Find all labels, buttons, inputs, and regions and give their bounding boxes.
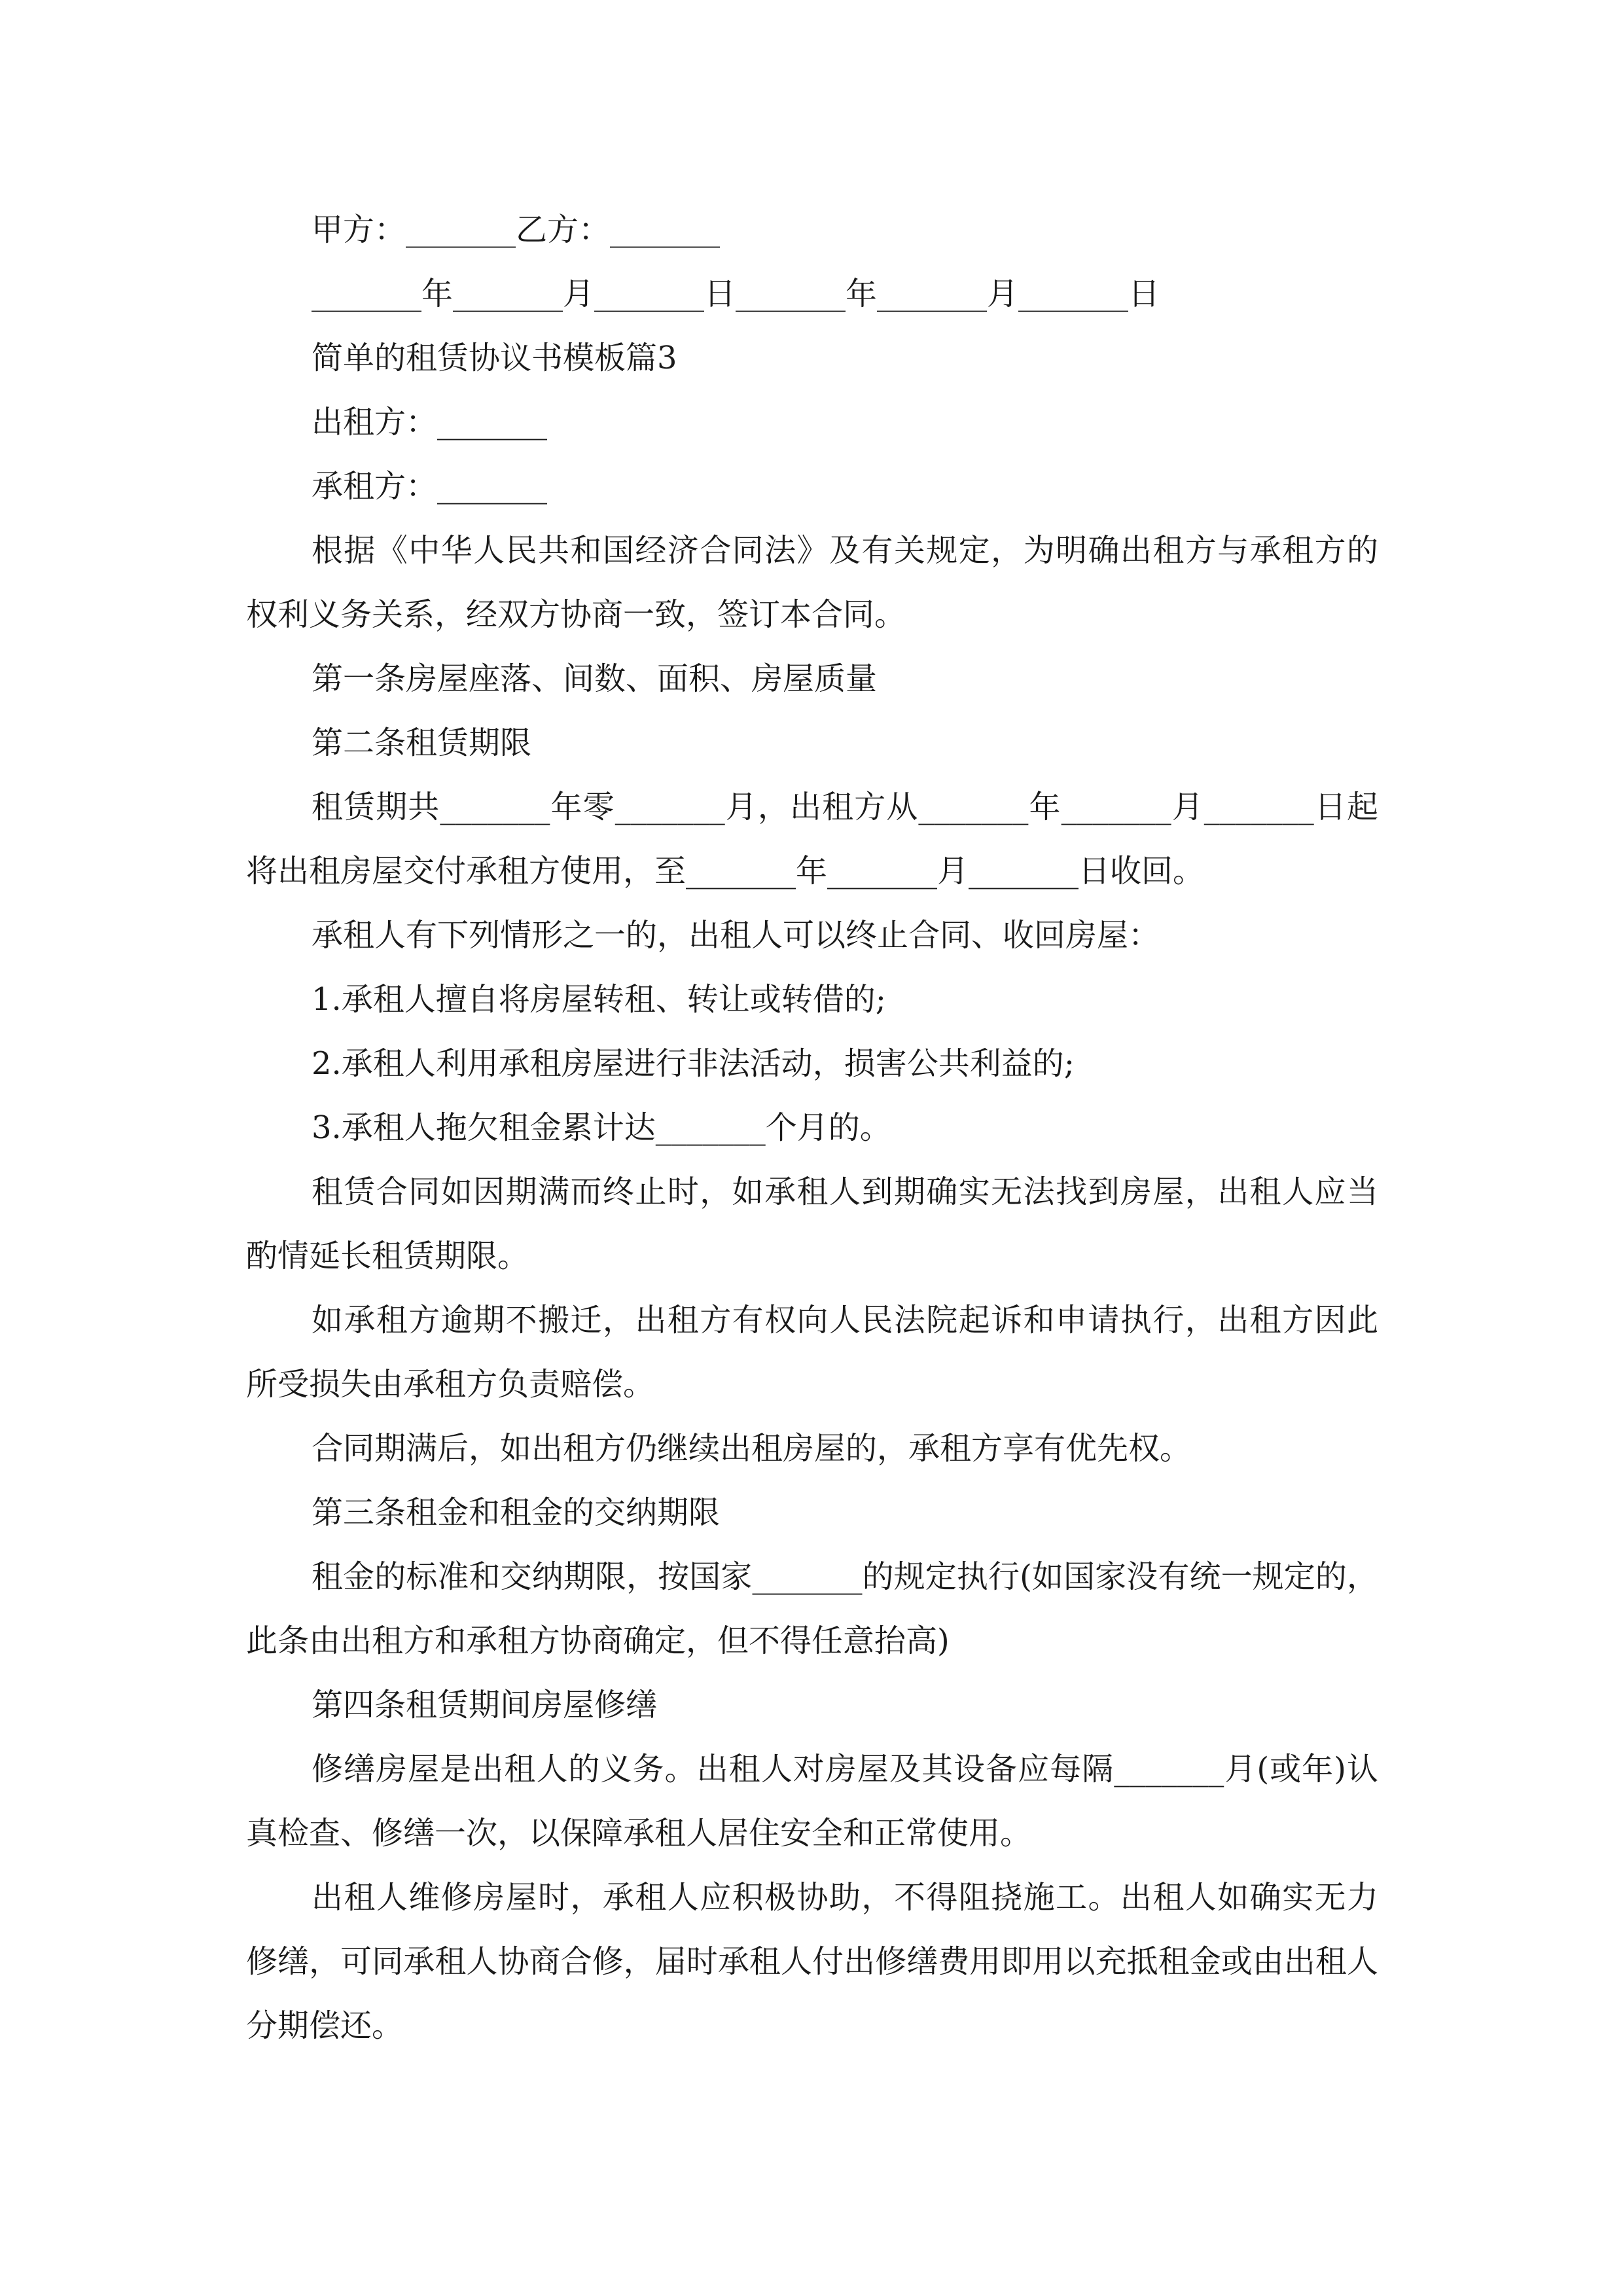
rent-standard-paragraph: 租金的标准和交纳期限，按国家_______的规定执行(如国家没有统一规定的，此条由出租方和承租方协商确定，但不得任意抬高): [246, 1558, 1378, 1659]
article-3-heading: 第三条租金和租金的交纳期限: [312, 1494, 721, 1531]
termination-item-2: 2.承租人利用承租房屋进行非法活动，损害公共利益的;: [312, 1045, 1075, 1082]
signature-line: 甲方：_______乙方：_______: [312, 211, 721, 248]
article-2-heading: 第二条租赁期限: [312, 725, 532, 761]
lessor-line: 出租方：_______: [312, 404, 548, 440]
section-title: 简单的租赁协议书模板篇3: [312, 340, 677, 376]
priority-paragraph: 合同期满后，如出租方仍继续出租房屋的，承租方享有优先权。: [312, 1430, 1192, 1467]
termination-intro: 承租人有下列情形之一的，出租人可以终止合同、收回房屋：: [312, 917, 1160, 954]
overdue-paragraph: 如承租方逾期不搬迁，出租方有权向人民法院起诉和申请执行，出租方因此所受损失由承租方负责赔偿。: [246, 1302, 1378, 1403]
date-line: _______年_______月_______日_______年_______月_______日: [312, 276, 1160, 312]
article-1-heading: 第一条房屋座落、间数、面积、房屋质量: [312, 660, 878, 697]
preamble-paragraph: 根据《中华人民共和国经济合同法》及有关规定，为明确出租方与承租方的权利义务关系，经双方协商一致，签订本合同。: [246, 532, 1378, 633]
lease-term-paragraph: 租赁期共_______年零_______月，出租方从_______年_______月_______日起将出租房屋交付承租方使用，至_______年_______月_______日收回。: [246, 789, 1378, 889]
repair-cooperation-paragraph: 出租人维修房屋时，承租人应积极协助，不得阻挠施工。出租人如确实无力修缮，可同承租人协商合修，届时承租人付出修缮费用即用以充抵租金或由出租人分期偿还。: [246, 1879, 1378, 2044]
document-body: [246, 198, 1378, 2058]
lessee-line: 承租方：_______: [312, 468, 548, 505]
repair-duty-paragraph: 修缮房屋是出租人的义务。出租人对房屋及其设备应每隔_______月(或年)认真检查、修缮一次，以保障承租人居住安全和正常使用。: [246, 1751, 1378, 1852]
termination-item-3: 3.承租人拖欠租金累计达_______个月的。: [312, 1109, 891, 1146]
expiry-paragraph: 租赁合同如因期满而终止时，如承租人到期确实无法找到房屋，出租人应当酌情延长租赁期限。: [246, 1174, 1378, 1274]
termination-item-1: 1.承租人擅自将房屋转租、转让或转借的;: [312, 981, 886, 1018]
article-4-heading: 第四条租赁期间房屋修缮: [312, 1687, 658, 1723]
